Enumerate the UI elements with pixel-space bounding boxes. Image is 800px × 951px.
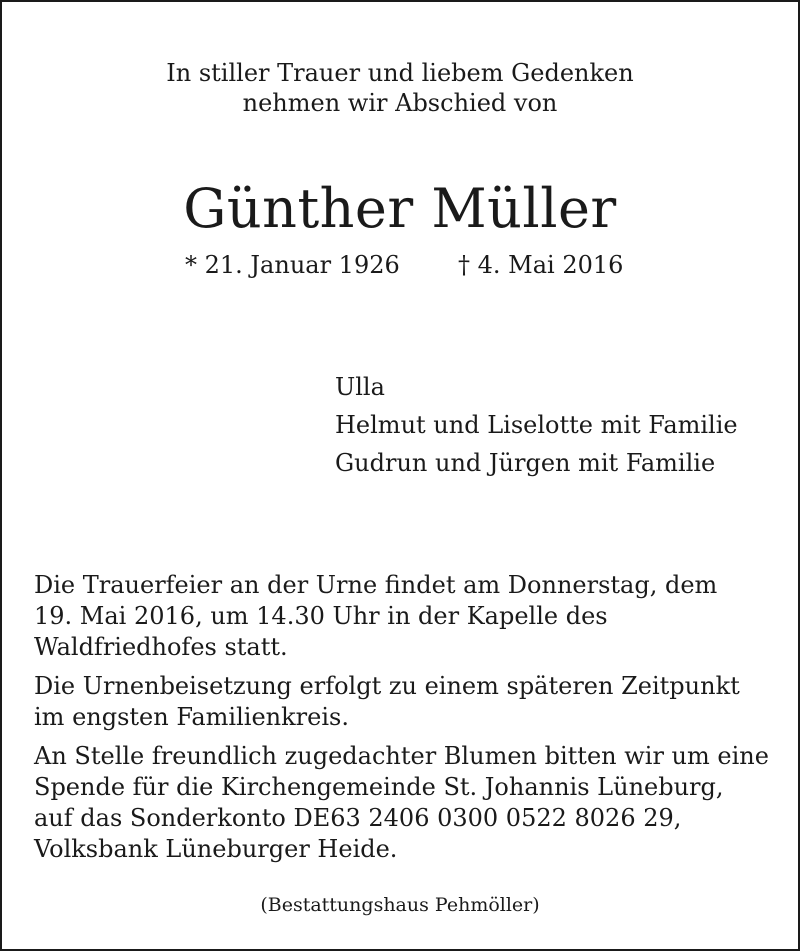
ceremony-line: 19. Mai 2016, um 14.30 Uhr in der Kapelle des — [34, 602, 608, 630]
death-date: † 4. Mai 2016 — [458, 251, 624, 279]
burial-paragraph — [34, 671, 774, 733]
family-list — [335, 368, 738, 482]
donation-line: An Stelle freundlich zugedachter Blumen bitten wir um eine — [34, 742, 769, 770]
donation-line: auf das Sonderkonto DE63 2406 0300 0522 8026 29, — [34, 804, 682, 832]
burial-line: im engsten Familienkreis. — [34, 703, 349, 731]
ceremony-paragraph — [34, 570, 774, 663]
funeral-details — [34, 570, 774, 873]
funeral-home-credit: (Bestattungshaus Pehmöller) — [260, 894, 540, 916]
donation-line: Volksbank Lüneburger Heide. — [34, 835, 398, 863]
donation-line: Spende für die Kirchengemeinde St. Johannis Lüneburg, — [34, 773, 724, 801]
intro-line-2: nehmen wir Abschied von — [242, 89, 558, 117]
intro-text — [0, 58, 800, 118]
ceremony-line: Waldfriedhofes statt. — [34, 633, 288, 661]
deceased-name: Günther Müller — [183, 177, 617, 240]
family-member: Gudrun und Jürgen mit Familie — [335, 449, 716, 477]
intro-line-1: In stiller Trauer und liebem Gedenken — [166, 59, 634, 87]
donation-paragraph — [34, 741, 774, 865]
family-member: Ulla — [335, 373, 385, 401]
birth-date: * 21. Januar 1926 — [185, 251, 400, 279]
family-member: Helmut und Liselotte mit Familie — [335, 411, 738, 439]
ceremony-line: Die Trauerfeier an der Urne findet am Donnerstag, dem — [34, 571, 718, 599]
burial-line: Die Urnenbeisetzung erfolgt zu einem späteren Zeitpunkt — [34, 672, 740, 700]
